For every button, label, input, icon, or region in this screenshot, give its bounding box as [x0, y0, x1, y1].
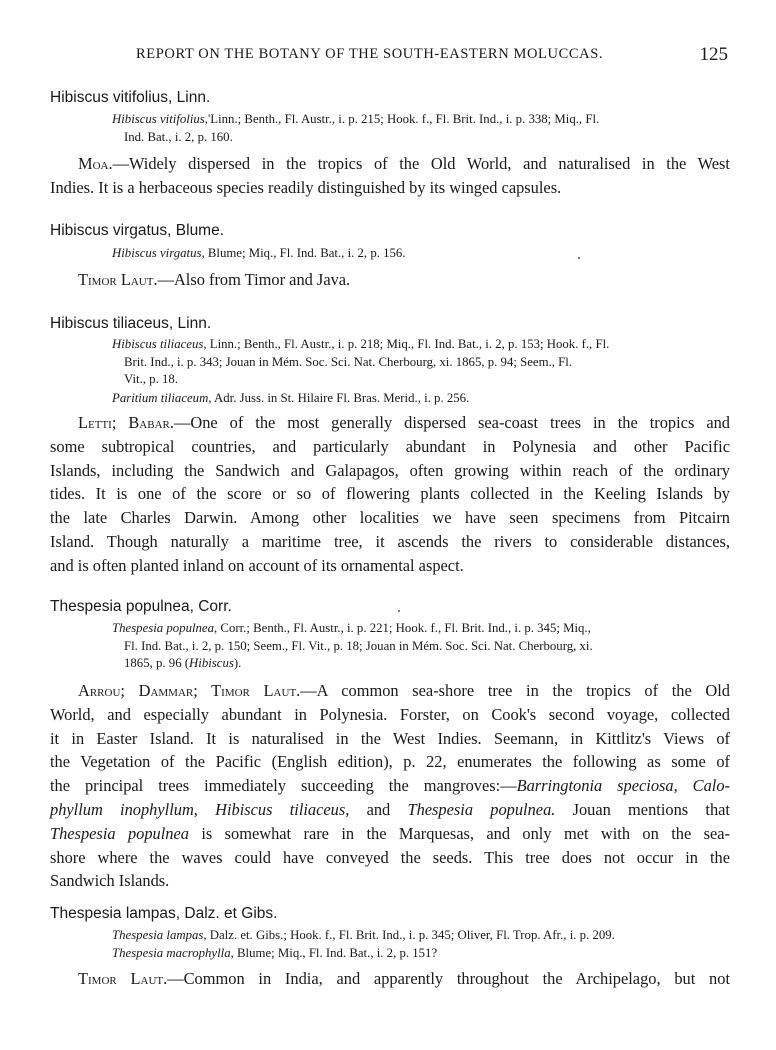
- species-authority: Linn.: [177, 315, 212, 332]
- species-authority: Linn.: [176, 89, 211, 106]
- citation-line: Brit. Ind., i. p. 343; Jouan in Mém. Soc. Sci. Nat. Cherbourg, xi. 1865, p. 94; Seem., Fl.: [124, 354, 572, 369]
- citation-block: [112, 927, 732, 962]
- paragraph-line: Moa.—Widely dispersed in the tropics of the Old World, and naturalised in the West: [78, 154, 730, 173]
- citation-taxon: Thespesia lampas: [112, 928, 204, 942]
- print-speck: [398, 610, 400, 612]
- body-paragraph: [50, 967, 730, 991]
- paragraph-line: Sandwich Islands.: [50, 871, 170, 891]
- citation-taxon: Thespesia macrophylla: [112, 945, 231, 960]
- species-authority: Dalz. et Gibs.: [184, 905, 278, 922]
- species-name: Hibiscus tiliaceus: [50, 315, 169, 332]
- citation-line: Hibiscus virgatus, Blume; Miq., Fl. Ind. Bat., i. 2, p. 156.: [112, 246, 406, 260]
- locality: Moa: [78, 154, 109, 173]
- locality: Letti; Babar: [78, 413, 170, 432]
- species-name: Hibiscus virgatus: [50, 222, 168, 239]
- citation-line: Ind. Bat., i. 2, p. 160.: [124, 129, 233, 144]
- paragraph-line: the Vegetation of the Pacific (English edition), p. 22, enumerates the following as some of: [50, 752, 730, 772]
- body-paragraph: [50, 268, 730, 292]
- citation-line: Vit., p. 18.: [124, 372, 178, 386]
- species-heading-hibiscus-virgatus: Hibiscus virgatus, Blume.: [50, 222, 225, 239]
- paragraph-line: Letti; Babar.—One of the most generally dispersed sea-coast trees in the tropics and: [78, 413, 730, 432]
- species-heading-hibiscus-tiliaceus: Hibiscus tiliaceus, Linn.: [50, 315, 212, 332]
- species-name: Hibiscus vitifolius: [50, 89, 169, 106]
- citation-block: [112, 245, 732, 263]
- locality: Arrou; Dammar; Timor Laut: [78, 681, 297, 700]
- citation-taxon: Thespesia populnea: [112, 621, 215, 635]
- page-number: 125: [699, 44, 728, 65]
- citation-taxon: Hibiscus tiliaceus: [112, 337, 204, 351]
- paragraph-line: Timor Laut.—Common in India, and apparently throughout the Archipelago, but not: [78, 969, 730, 988]
- body-paragraph: [50, 152, 730, 200]
- taxon-italic: Thespesia populnea.: [407, 799, 556, 819]
- paragraph-line: shore where the waves could have conveyed the seeds. This tree does not occur in the: [50, 847, 730, 867]
- paragraph-line: Timor Laut.—Also from Timor and Java.: [78, 270, 351, 289]
- locality: Timor Laut: [78, 270, 154, 289]
- species-authority: Blume.: [175, 222, 225, 239]
- species-name: Thespesia lampas: [50, 905, 176, 922]
- citation-block: [112, 620, 732, 673]
- citation-line: Paritium tiliaceum, Adr. Juss. in St. Hilaire Fl. Bras. Merid., i. p. 256.: [112, 390, 470, 405]
- species-authority: Corr.: [198, 598, 232, 615]
- citation-line: 1865, p. 96 (Hibiscus).: [124, 656, 242, 670]
- paragraph-line: phyllum inophyllum, Hibiscus tiliaceus, and Thespesia populnea. Jouan mentions that: [50, 799, 730, 819]
- paragraph-line: Arrou; Dammar; Timor Laut.—A common sea-shore tree in the tropics of the Old: [78, 681, 730, 700]
- citation-line: Thespesia lampas, Dalz. et. Gibs.; Hook. f., Fl. Brit. Ind., i. p. 345; Oliver, Fl. Trop. Afr., i. p. 209.: [112, 928, 615, 942]
- citation-block: [112, 336, 732, 407]
- body-paragraph: [50, 411, 730, 578]
- citation-line: Thespesia populnea, Corr.; Benth., Fl. Austr., i. p. 221; Hook. f., Fl. Brit. Ind., i. p. 345; Miq.,: [112, 621, 591, 635]
- citation-line: Hibiscus tiliaceus, Linn.; Benth., Fl. Austr., i. p. 218; Miq., Fl. Ind. Bat., i. 2, p. 153; Hook. f., Fl.: [112, 337, 610, 351]
- taxon-italic: Thespesia populnea: [50, 823, 189, 843]
- species-heading-hibiscus-vitifolius: Hibiscus vitifolius, Linn.: [50, 89, 211, 106]
- paragraph-line: the late Charles Darwin. Among other localities we have seen specimens from Pitcairn: [50, 508, 730, 528]
- paragraph-line: World, and especially abundant in Polynesia. Forster, on Cook's second voyage, collected: [50, 704, 730, 724]
- taxon-italic: Barringtonia speciosa, Calo-: [516, 776, 730, 796]
- running-header: [50, 44, 728, 68]
- print-speck: [578, 257, 580, 259]
- paragraph-line: and is often planted inland on account of its ornamental aspect.: [50, 555, 464, 575]
- species-heading-thespesia-lampas: Thespesia lampas, Dalz. et Gibs.: [50, 905, 278, 922]
- citation-line: Hibiscus vitifolius,'Linn.; Benth., Fl. Austr., i. p. 215; Hook. f., Fl. Brit. Ind., i. p. 338; Miq., Fl.: [112, 112, 600, 126]
- paragraph-line: Thespesia populnea is somewhat rare in the Marquesas, and only met with on the sea-: [50, 823, 730, 843]
- paragraph-line: Indies. It is a herbaceous species readily distinguished by its winged capsules.: [50, 177, 562, 197]
- paragraph-line: some subtropical countries, and particularly abundant in Polynesia and other Pacific: [50, 436, 730, 456]
- citation-taxon: Hibiscus virgatus: [112, 246, 202, 260]
- citation-taxon: Paritium tiliaceum: [112, 390, 209, 405]
- citation-line: Fl. Ind. Bat., i. 2, p. 150; Seem., Fl. Vit., p. 18; Jouan in Mém. Soc. Sci. Nat. Cherbourg, xi.: [124, 638, 593, 653]
- taxon-italic: phyllum inophyllum, Hibiscus tiliaceus,: [50, 799, 350, 819]
- locality: Timor Laut: [78, 969, 164, 988]
- paragraph-line: Island. Though naturally a maritime tree, it ascends the rivers to considerable distances,: [50, 531, 730, 551]
- running-title: REPORT ON THE BOTANY OF THE SOUTH-EASTERN MOLUCCAS.: [136, 46, 604, 62]
- citation-line: Thespesia macrophylla, Blume; Miq., Fl. Ind. Bat., i. 2, p. 151?: [112, 945, 438, 960]
- paragraph-line: tides. It is one of the score or so of flowering plants collected in the Keeling Islands by: [50, 484, 730, 504]
- body-paragraph: [50, 679, 730, 893]
- paragraph-line: Islands, including the Sandwich and Galapagos, often growing within reach of the ordinary: [50, 460, 730, 480]
- citation-taxon: Hibiscus vitifolius: [112, 112, 205, 126]
- paragraph-line: it in Easter Island. It is naturalised in the West Indies. Seemann, in Kittlitz's Views of: [50, 728, 730, 748]
- paragraph-line: the principal trees immediately succeeding the mangroves:—Barringtonia speciosa, Calo-: [50, 776, 730, 796]
- citation-block: [112, 111, 732, 146]
- species-heading-thespesia-populnea: Thespesia populnea, Corr.: [50, 598, 232, 615]
- species-name: Thespesia populnea: [50, 598, 190, 615]
